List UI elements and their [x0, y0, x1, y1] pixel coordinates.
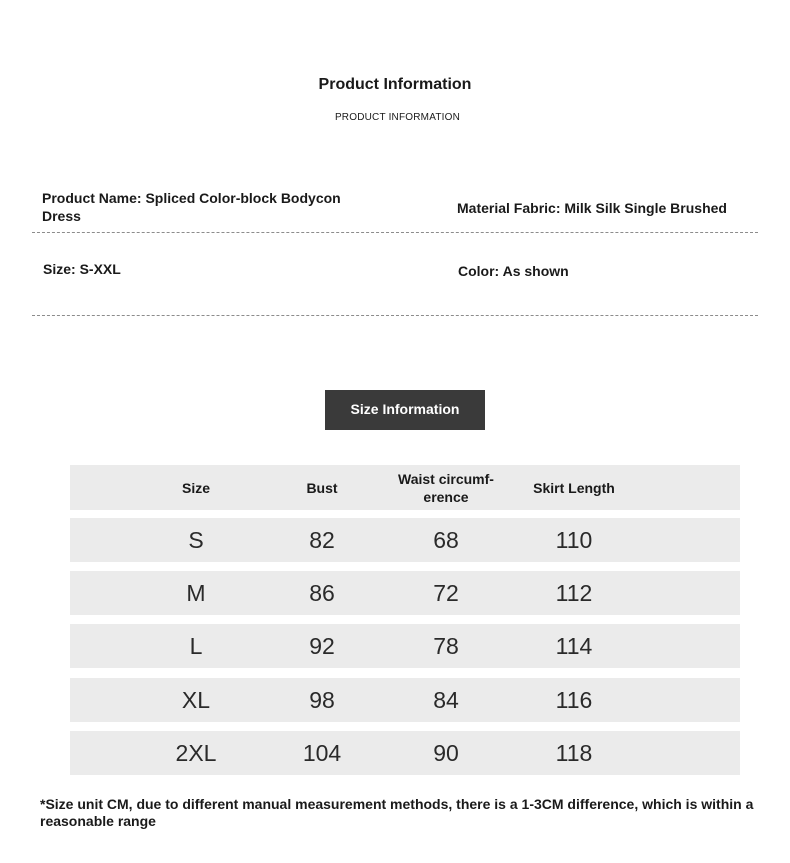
header-size: Size: [181, 479, 210, 496]
cell-size: XL: [181, 687, 211, 713]
size-information-label: Size Information: [325, 390, 485, 430]
color-info: Color: As shown: [458, 263, 569, 279]
divider: [32, 232, 758, 233]
table-row: [70, 518, 740, 562]
cell-skirt-length: 112: [555, 580, 593, 606]
table-row: [70, 731, 740, 775]
table-header-row: [70, 465, 740, 510]
cell-bust: 104: [302, 740, 342, 766]
cell-size: S: [188, 527, 204, 553]
cell-skirt-length: 114: [555, 633, 593, 659]
cell-size: M: [186, 580, 206, 606]
header-bust: Bust: [306, 479, 338, 496]
cell-skirt-length: 116: [555, 687, 593, 713]
cell-waist: 78: [433, 633, 459, 659]
size-range: Size: S-XXL: [43, 261, 121, 277]
product-name: Product Name: Spliced Color-block Bodycon Dress: [42, 190, 341, 224]
material-fabric: Material Fabric: Milk Silk Single Brushed: [457, 200, 727, 216]
header-waist: Waist circumf- erence: [398, 470, 494, 505]
cell-waist: 72: [433, 580, 459, 606]
table-row: [70, 571, 740, 615]
cell-size: 2XL: [175, 740, 217, 766]
cell-waist: 90: [433, 740, 459, 766]
cell-bust: 98: [309, 687, 335, 713]
cell-waist: 84: [433, 687, 459, 713]
page-title: Product Information: [318, 76, 472, 93]
cell-skirt-length: 118: [555, 740, 593, 766]
table-row: [70, 678, 740, 722]
cell-bust: 92: [309, 633, 335, 659]
cell-size: L: [189, 633, 203, 659]
cell-skirt-length: 110: [555, 527, 593, 553]
table-row: [70, 624, 740, 668]
header-skirt-length: Skirt Length: [533, 479, 615, 496]
divider: [32, 315, 758, 316]
page-subtitle: PRODUCT INFORMATION: [334, 112, 461, 123]
cell-waist: 68: [433, 527, 459, 553]
cell-bust: 86: [309, 580, 335, 606]
size-note: *Size unit CM, due to different manual measurement methods, there is a 1-3CM difference, which is within a reasonable range: [40, 796, 754, 829]
cell-bust: 82: [309, 527, 335, 553]
